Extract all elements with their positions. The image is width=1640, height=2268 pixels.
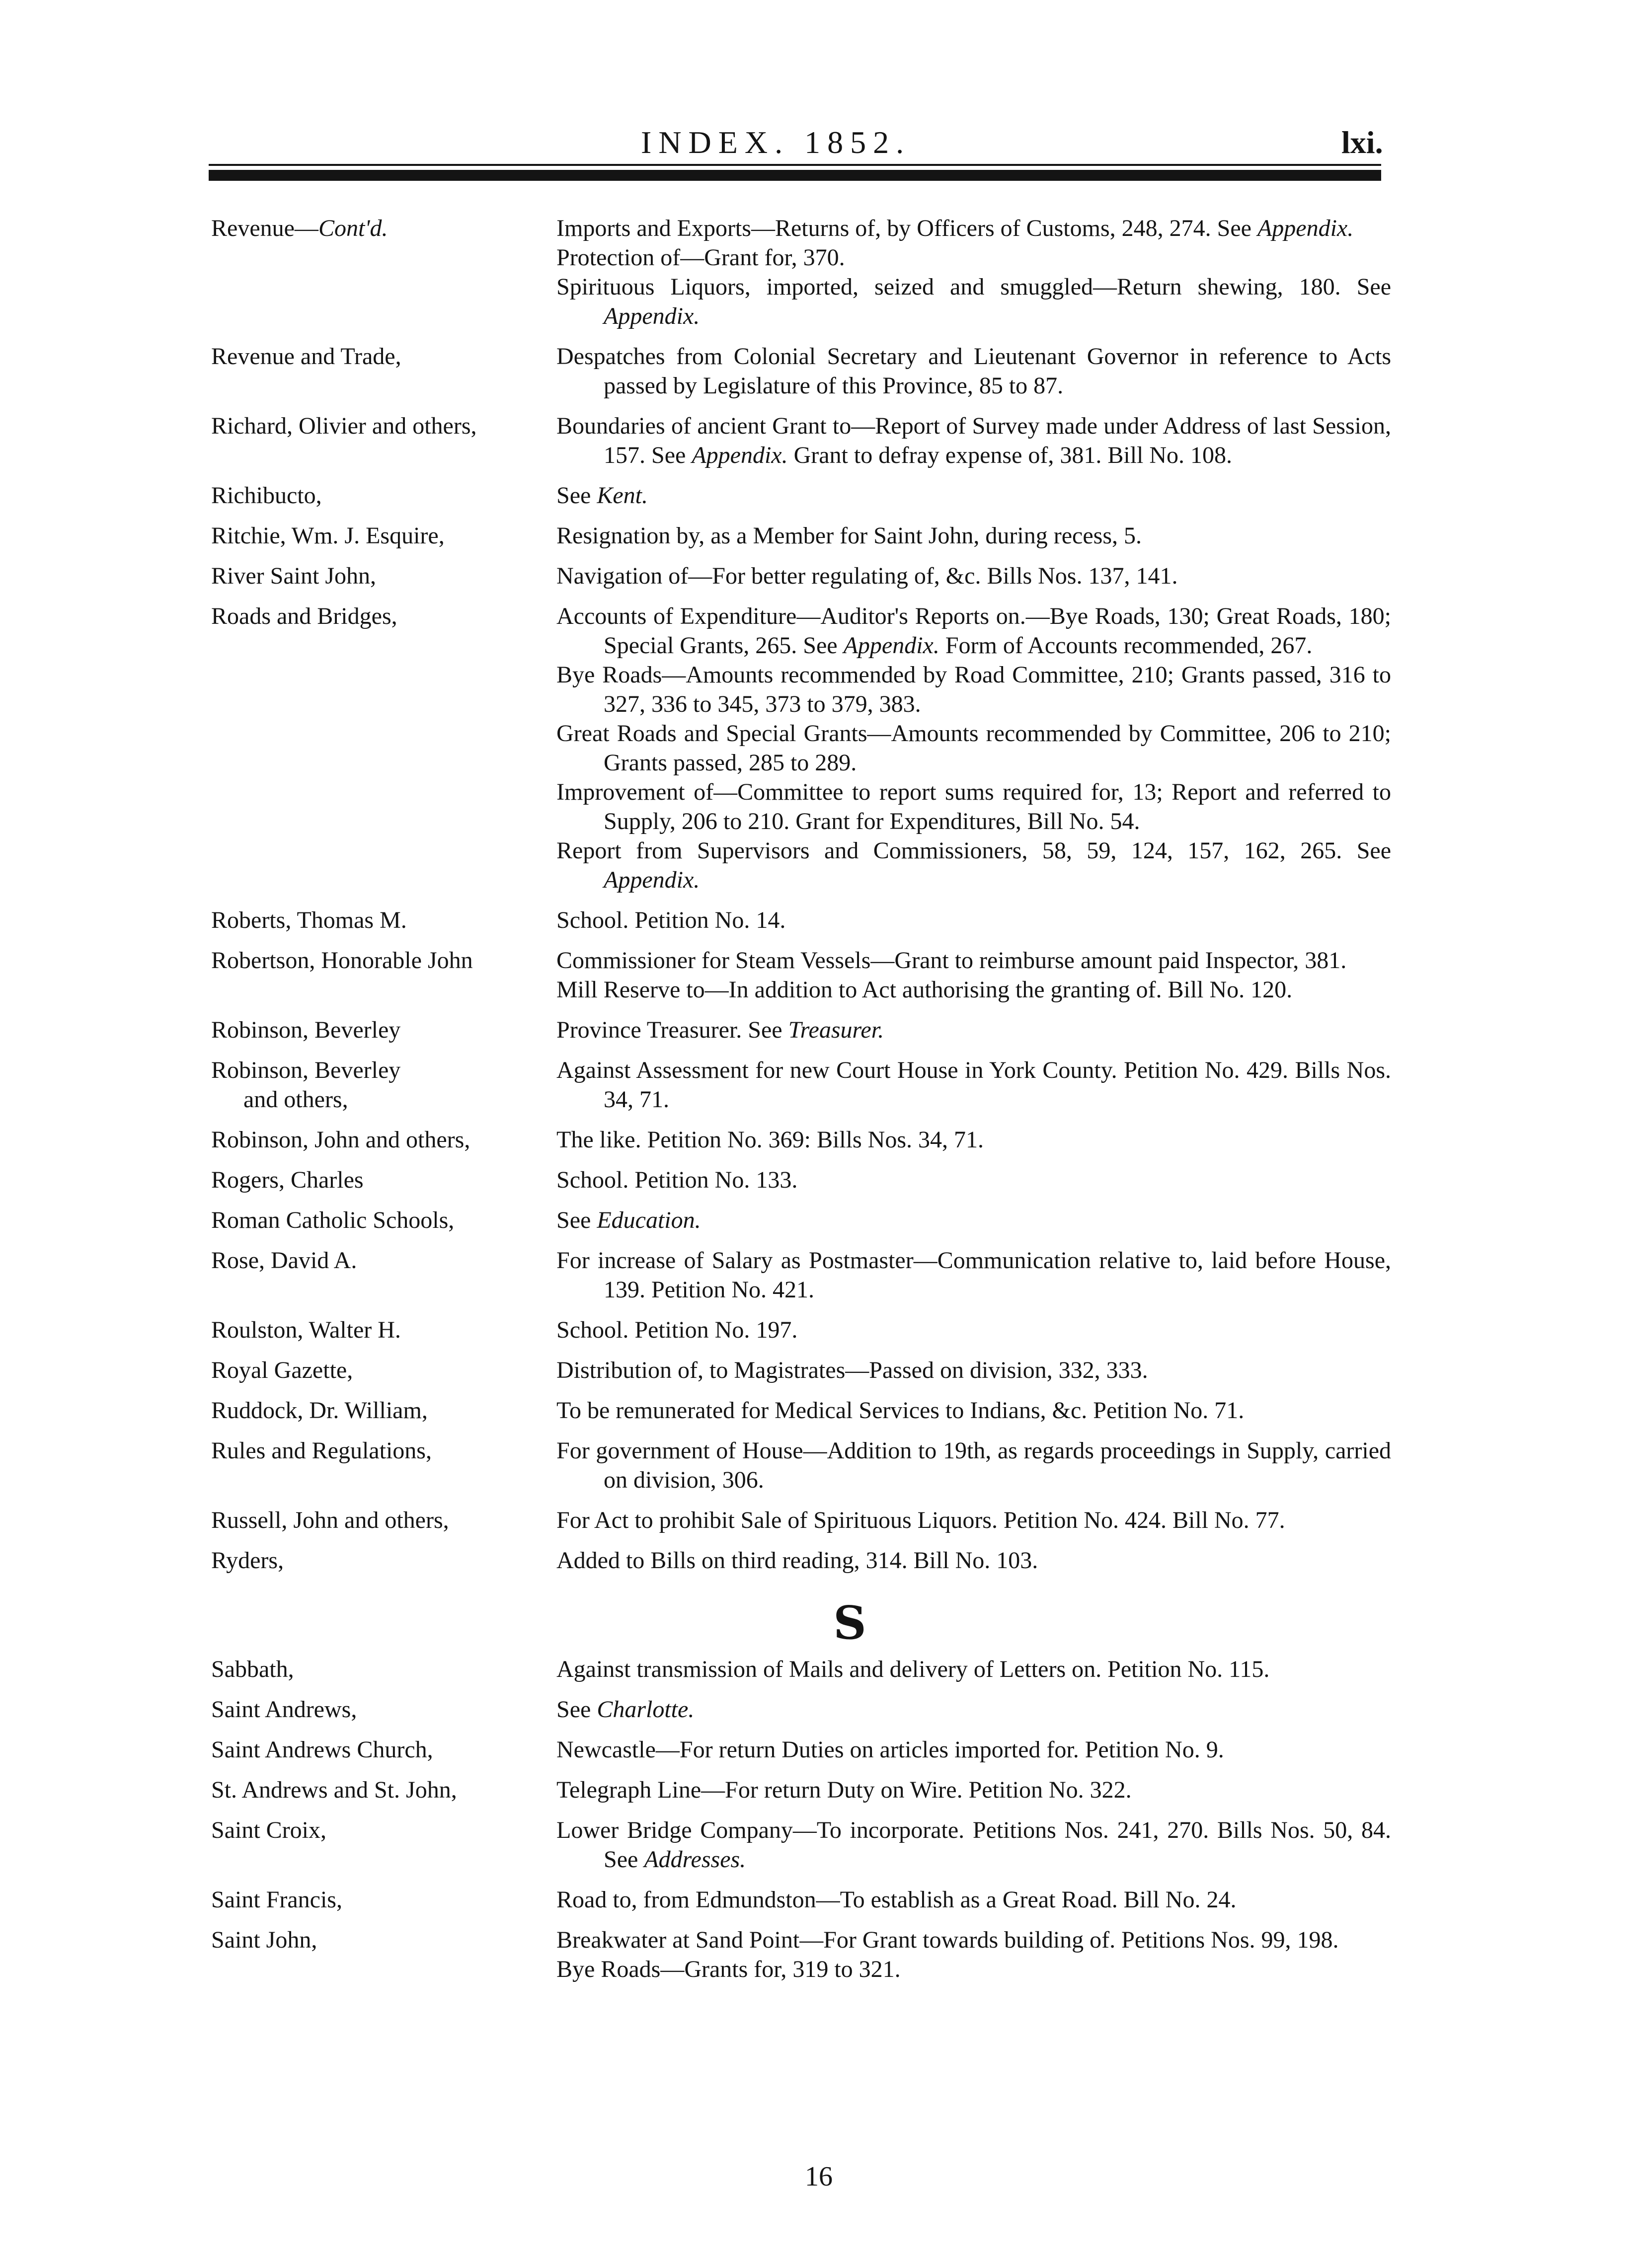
- index-description-paragraph: [556, 777, 1391, 836]
- running-head-title: INDEX. 1852.: [641, 125, 911, 160]
- index-description-paragraph: [556, 481, 1391, 510]
- index-description: [556, 481, 1391, 510]
- index-term: [211, 1546, 549, 1575]
- index-description-paragraph: [556, 1246, 1391, 1304]
- entry-spacer: [0, 591, 1640, 602]
- index-description-paragraph: [556, 1056, 1391, 1114]
- index-entry: [0, 1015, 1640, 1045]
- description-text: Newcastle—For return Duties on articles imported for. Petition No. 9.: [556, 1737, 1224, 1763]
- index-description-paragraph: [556, 243, 1391, 272]
- index-description-paragraph: [556, 975, 1391, 1004]
- index-term-text: Rules and Regulations,: [211, 1437, 432, 1464]
- index-entries: [0, 214, 1640, 1995]
- entry-spacer: [0, 1535, 1640, 1546]
- entry-spacer: [0, 895, 1640, 906]
- entry-spacer: [0, 1984, 1640, 1995]
- index-term: [211, 342, 549, 371]
- description-text: Against transmission of Mails and delivery of Letters on. Petition No. 115.: [556, 1656, 1270, 1682]
- entry-spacer: [0, 1805, 1640, 1815]
- index-description-paragraph: [556, 1955, 1391, 1984]
- index-term: [211, 1506, 549, 1535]
- index-term: [211, 1246, 549, 1275]
- index-term: [211, 1165, 549, 1195]
- index-description-paragraph: [556, 946, 1391, 975]
- index-term: [211, 1695, 549, 1724]
- index-term-line2: and others,: [243, 1086, 348, 1113]
- index-term-text: Robinson, John and others,: [211, 1127, 470, 1153]
- index-entry: [0, 1885, 1640, 1914]
- index-entry: [0, 481, 1640, 510]
- index-entry: [0, 602, 1640, 895]
- index-entry: [0, 1436, 1640, 1495]
- index-term: [211, 1925, 549, 1955]
- index-term-text: Revenue and Trade,: [211, 343, 401, 370]
- index-description-paragraph: [556, 214, 1391, 243]
- index-entry: [0, 561, 1640, 591]
- cross-reference: Appendix.: [692, 442, 788, 468]
- entry-spacer: [0, 1724, 1640, 1735]
- index-description-paragraph: [556, 602, 1391, 660]
- index-description: [556, 1506, 1391, 1535]
- entry-spacer: [0, 1425, 1640, 1436]
- index-term: [211, 602, 549, 631]
- description-text: For increase of Salary as Postmaster—Communication relative to, laid before House, 139. Petition No. 421.: [556, 1247, 1391, 1303]
- index-description: [556, 561, 1391, 591]
- cross-reference: Charlotte.: [597, 1696, 695, 1723]
- entry-spacer: [0, 1495, 1640, 1506]
- index-entry: [0, 411, 1640, 470]
- index-term-text: Robinson, Beverley: [211, 1017, 401, 1043]
- index-entry: [0, 1925, 1640, 1984]
- description-text: Breakwater at Sand Point—For Grant towards building of. Petitions Nos. 99, 198.: [556, 1927, 1339, 1953]
- index-description: [556, 1165, 1391, 1195]
- description-text: To be remunerated for Medical Services to Indians, &c. Petition No. 71.: [556, 1397, 1245, 1424]
- entry-spacer: [0, 1154, 1640, 1165]
- index-term: [211, 561, 549, 591]
- index-term: [211, 1775, 549, 1805]
- index-entry: [0, 214, 1640, 331]
- index-entry: [0, 1165, 1640, 1195]
- index-description: [556, 342, 1391, 400]
- index-term: [211, 906, 549, 935]
- index-term-text: Robinson, Beverley: [211, 1057, 401, 1083]
- index-term-text: Royal Gazette,: [211, 1357, 353, 1383]
- index-term-text: Saint John,: [211, 1927, 317, 1953]
- index-term: [211, 946, 549, 975]
- index-description-paragraph: [556, 521, 1391, 550]
- index-description: [556, 1655, 1391, 1684]
- index-term: [211, 1396, 549, 1425]
- index-term-text: Revenue—: [211, 215, 318, 241]
- index-entry: [0, 1356, 1640, 1385]
- index-description: [556, 214, 1391, 331]
- index-term-continued: Cont'd.: [318, 215, 388, 241]
- description-text: Improvement of—Committee to report sums required for, 13; Report and referred to Supply, 206 to 210. Grant for Expenditures, Bill No. 54.: [556, 779, 1391, 834]
- index-entry: [0, 1056, 1640, 1114]
- index-entry: [0, 1546, 1640, 1575]
- index-entry: [0, 521, 1640, 550]
- description-text: Imports and Exports—Returns of, by Officers of Customs, 248, 274. See: [556, 215, 1257, 241]
- description-text: Navigation of—For better regulating of, &c. Bills Nos. 137, 141.: [556, 563, 1178, 589]
- entry-spacer: [0, 935, 1640, 946]
- cross-reference: Addresses.: [644, 1846, 746, 1873]
- cross-reference: Appendix.: [604, 867, 700, 893]
- index-description-paragraph: [556, 1506, 1391, 1535]
- index-description-paragraph: [556, 1165, 1391, 1195]
- description-text: Lower Bridge Company—To incorporate. Petitions Nos. 241, 270. Bills Nos. 50, 84. See: [556, 1817, 1391, 1873]
- description-text: Protection of—Grant for, 370.: [556, 244, 845, 271]
- index-description: [556, 602, 1391, 895]
- index-entry: [0, 1246, 1640, 1304]
- index-description: [556, 1775, 1391, 1805]
- entry-spacer: [0, 1874, 1640, 1885]
- index-term-text: Robertson, Honorable John: [211, 947, 473, 974]
- entry-spacer: [0, 1575, 1640, 1586]
- index-term: [211, 521, 549, 550]
- description-text: School. Petition No. 14.: [556, 907, 786, 933]
- cross-reference: Treasurer.: [788, 1017, 884, 1043]
- index-description: [556, 906, 1391, 935]
- index-entry: [0, 946, 1640, 1004]
- index-description-paragraph: [556, 660, 1391, 719]
- index-term: [211, 1655, 549, 1684]
- entry-spacer: [0, 550, 1640, 561]
- index-term: [211, 1735, 549, 1764]
- index-term: [211, 1356, 549, 1385]
- index-description: [556, 1315, 1391, 1345]
- index-term: [211, 481, 549, 510]
- index-entry: [0, 1815, 1640, 1874]
- index-term-text: River Saint John,: [211, 563, 376, 589]
- index-description-paragraph: [556, 1315, 1391, 1345]
- index-description: [556, 1056, 1391, 1114]
- description-text: Spirituous Liquors, imported, seized and smuggled—Return shewing, 180. See: [556, 274, 1391, 300]
- index-term-text: Roman Catholic Schools,: [211, 1207, 455, 1233]
- index-description: [556, 946, 1391, 1004]
- index-entry: [0, 906, 1640, 935]
- entry-spacer: [0, 1914, 1640, 1925]
- index-term-text: Rose, David A.: [211, 1247, 357, 1274]
- index-description: [556, 1885, 1391, 1914]
- description-text: Bye Roads—Grants for, 319 to 321.: [556, 1956, 901, 1982]
- header-rule-thin: [209, 164, 1381, 166]
- index-term: [211, 1056, 549, 1114]
- header-rule: [209, 170, 1381, 181]
- description-text: For government of House—Addition to 19th, as regards proceedings in Supply, carried on division, 306.: [556, 1437, 1391, 1493]
- description-text: School. Petition No. 197.: [556, 1317, 798, 1343]
- index-term-text: Ritchie, Wm. J. Esquire,: [211, 523, 445, 549]
- entries-r-section: [0, 214, 1640, 1586]
- index-term-text: Saint Andrews,: [211, 1696, 357, 1723]
- entry-spacer: [0, 1345, 1640, 1356]
- description-text: Against Assessment for new Court House in York County. Petition No. 429. Bills Nos. 34, 71.: [556, 1057, 1391, 1113]
- index-term-text: Richibucto,: [211, 482, 322, 509]
- cross-reference: Appendix.: [1257, 215, 1354, 241]
- index-description-paragraph: [556, 906, 1391, 935]
- index-term: [211, 1436, 549, 1465]
- entry-spacer: [0, 1684, 1640, 1695]
- index-description: [556, 1246, 1391, 1304]
- index-entry: [0, 1315, 1640, 1345]
- entry-spacer: [0, 1195, 1640, 1206]
- index-description-paragraph: [556, 1206, 1391, 1235]
- description-text: Mill Reserve to—In addition to Act authorising the granting of. Bill No. 120.: [556, 977, 1293, 1003]
- description-text: Despatches from Colonial Secretary and Lieutenant Governor in reference to Acts passed by Legislature of this Province, 85 to 87.: [556, 343, 1391, 399]
- index-description-paragraph: [556, 1925, 1391, 1955]
- index-description-paragraph: [556, 719, 1391, 777]
- index-term-text: Saint Andrews Church,: [211, 1737, 433, 1763]
- description-text: Report from Supervisors and Commissioners, 58, 59, 124, 157, 162, 265. See: [556, 837, 1391, 864]
- description-text: Added to Bills on third reading, 314. Bill No. 103.: [556, 1547, 1038, 1574]
- index-term-text: Rogers, Charles: [211, 1167, 364, 1193]
- index-description-paragraph: [556, 342, 1391, 400]
- entries-s-section: [0, 1655, 1640, 1995]
- index-description: [556, 1546, 1391, 1575]
- cross-reference: Kent.: [597, 482, 648, 509]
- index-term-text: Richard, Olivier and others,: [211, 413, 477, 439]
- description-text: Telegraph Line—For return Duty on Wire. Petition No. 322.: [556, 1777, 1132, 1803]
- index-description-paragraph: [556, 1695, 1391, 1724]
- index-term-text: St. Andrews and St. John,: [211, 1777, 457, 1803]
- description-text: See: [556, 1696, 597, 1723]
- index-description-paragraph: [556, 1356, 1391, 1385]
- index-entry: [0, 342, 1640, 400]
- description-text: Boundaries of ancient Grant to—Report of Survey made under Address of last Session, 157. See: [556, 413, 1391, 468]
- index-description: [556, 521, 1391, 550]
- description-text: Grant to defray expense of, 381. Bill No. 108.: [787, 442, 1233, 468]
- description-text: The like. Petition No. 369: Bills Nos. 34, 71.: [556, 1127, 984, 1153]
- index-entry: [0, 1206, 1640, 1235]
- index-entry: [0, 1735, 1640, 1764]
- index-description-paragraph: [556, 411, 1391, 470]
- index-description-paragraph: [556, 836, 1391, 895]
- description-text: Province Treasurer. See: [556, 1017, 788, 1043]
- index-description: [556, 1206, 1391, 1235]
- index-description-paragraph: [556, 1436, 1391, 1495]
- cross-reference: Education.: [597, 1207, 701, 1233]
- index-term-text: Russell, John and others,: [211, 1507, 449, 1533]
- index-term: [211, 1815, 549, 1845]
- index-term-text: Saint Croix,: [211, 1817, 327, 1843]
- entry-spacer: [0, 1764, 1640, 1775]
- index-description: [556, 1436, 1391, 1495]
- index-description-paragraph: [556, 1735, 1391, 1764]
- index-description: [556, 1125, 1391, 1154]
- description-text: Accounts of Expenditure—Auditor's Reports on.—Bye Roads, 130; Great Roads, 180; Special Grants, 265. See: [556, 603, 1391, 659]
- index-description-paragraph: [556, 1815, 1391, 1874]
- entry-spacer: [0, 1304, 1640, 1315]
- index-term-text: Roberts, Thomas M.: [211, 907, 407, 933]
- index-term-text: Ruddock, Dr. William,: [211, 1397, 428, 1424]
- index-description: [556, 1925, 1391, 1984]
- index-description-paragraph: [556, 1125, 1391, 1154]
- index-description: [556, 1396, 1391, 1425]
- index-entry: [0, 1775, 1640, 1805]
- index-term: [211, 1015, 549, 1045]
- index-term: [211, 1315, 549, 1345]
- description-text: Resignation by, as a Member for Saint John, during recess, 5.: [556, 523, 1142, 549]
- index-term-text: Roulston, Walter H.: [211, 1317, 401, 1343]
- entry-spacer: [0, 1114, 1640, 1125]
- index-entry: [0, 1125, 1640, 1154]
- entry-spacer: [0, 1004, 1640, 1015]
- cross-reference: Appendix.: [843, 632, 939, 659]
- index-description-paragraph: [556, 1655, 1391, 1684]
- index-description: [556, 1695, 1391, 1724]
- description-text: School. Petition No. 133.: [556, 1167, 798, 1193]
- index-term: [211, 411, 549, 441]
- index-description-paragraph: [556, 1775, 1391, 1805]
- index-description-paragraph: [556, 1396, 1391, 1425]
- index-description: [556, 1735, 1391, 1764]
- index-term: [211, 1125, 549, 1154]
- index-entry: [0, 1695, 1640, 1724]
- index-entry: [0, 1506, 1640, 1535]
- description-text: Bye Roads—Amounts recommended by Road Committee, 210; Grants passed, 316 to 327, 336 to 345, 373 to 379, 383.: [556, 662, 1391, 717]
- index-description: [556, 411, 1391, 470]
- signature-number: 16: [805, 2161, 833, 2192]
- description-text: Commissioner for Steam Vessels—Grant to reimburse amount paid Inspector, 381.: [556, 947, 1347, 974]
- section-letter: S: [833, 1596, 866, 1650]
- index-term-text: Saint Francis,: [211, 1887, 342, 1913]
- index-description: [556, 1015, 1391, 1045]
- description-text: For Act to prohibit Sale of Spirituous Liquors. Petition No. 424. Bill No. 77.: [556, 1507, 1285, 1533]
- index-description-paragraph: [556, 561, 1391, 591]
- index-term: [211, 1206, 549, 1235]
- entry-spacer: [0, 1045, 1640, 1056]
- description-text: See: [556, 482, 597, 509]
- index-term: [211, 1885, 549, 1914]
- index-entry: [0, 1396, 1640, 1425]
- index-description-paragraph: [556, 1546, 1391, 1575]
- description-text: Form of Accounts recommended, 267.: [939, 632, 1313, 659]
- index-description-paragraph: [556, 272, 1391, 331]
- description-text: Great Roads and Special Grants—Amounts recommended by Committee, 206 to 210; Grants passed, 285 to 289.: [556, 720, 1391, 776]
- index-description-paragraph: [556, 1015, 1391, 1045]
- cross-reference: Appendix.: [604, 303, 700, 329]
- description-text: Road to, from Edmundston—To establish as a Great Road. Bill No. 24.: [556, 1887, 1237, 1913]
- index-term-text: Ryders,: [211, 1547, 284, 1574]
- index-entry: [0, 1655, 1640, 1684]
- index-term-text: Roads and Bridges,: [211, 603, 397, 629]
- index-description: [556, 1815, 1391, 1874]
- description-text: See: [556, 1207, 597, 1233]
- running-head-page-number: lxi.: [1341, 125, 1383, 160]
- index-description-paragraph: [556, 1885, 1391, 1914]
- index-description: [556, 1356, 1391, 1385]
- entry-spacer: [0, 400, 1640, 411]
- description-text: Distribution of, to Magistrates—Passed on division, 332, 333.: [556, 1357, 1148, 1383]
- entry-spacer: [0, 331, 1640, 342]
- index-term-text: Sabbath,: [211, 1656, 294, 1682]
- entry-spacer: [0, 1235, 1640, 1246]
- entry-spacer: [0, 470, 1640, 481]
- entry-spacer: [0, 510, 1640, 521]
- index-term: [211, 214, 549, 243]
- entry-spacer: [0, 1385, 1640, 1396]
